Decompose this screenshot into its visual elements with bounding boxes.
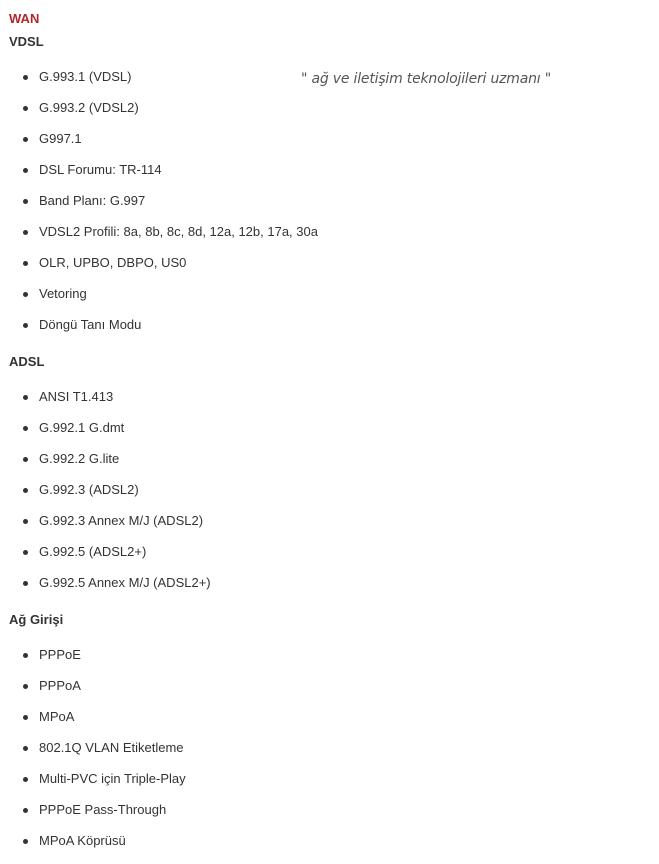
wan-title: WAN [9,11,40,26]
bullet-icon [23,395,28,400]
list-item-text: 802.1Q VLAN Etiketleme [39,740,184,755]
vdsl-heading: VDSL [9,34,44,49]
list-item-text: OLR, UPBO, DBPO, US0 [39,255,187,270]
tagline: " ağ ve iletişim teknolojileri uzmanı " [301,71,551,87]
adsl-list [0,389,211,606]
list-item [0,193,318,224]
list-item-text: VDSL2 Profili: 8a, 8b, 8c, 8d, 12a, 12b, 17a, 30a [39,224,318,239]
list-item-text: G.992.2 G.lite [39,451,120,466]
bullet-icon [23,488,28,493]
list-item-text: PPPoE [39,647,81,662]
list-item-text: Döngü Tanı Modu [39,317,142,332]
bullet-icon [23,230,28,235]
list-item [0,224,318,255]
bullet-icon [23,653,28,658]
bullet-icon [23,199,28,204]
bullet-icon [23,777,28,782]
bullet-icon [23,550,28,555]
list-item-text: G997.1 [39,131,82,146]
list-item [0,69,318,100]
bullet-icon [23,746,28,751]
bullet-icon [23,261,28,266]
network-list [0,647,186,864]
list-item-text: MPoA [39,709,75,724]
bullet-icon [23,426,28,431]
bullet-icon [23,323,28,328]
list-item [0,482,211,513]
list-item-text: Vetoring [39,286,87,301]
list-item [0,833,186,864]
list-item [0,678,186,709]
list-item [0,544,211,575]
list-item-text: G.992.1 G.dmt [39,420,125,435]
bullet-icon [23,75,28,80]
bullet-icon [23,581,28,586]
bullet-icon [23,519,28,524]
list-item-text: PPPoA [39,678,81,693]
bullet-icon [23,715,28,720]
bullet-icon [23,684,28,689]
bullet-icon [23,839,28,844]
bullet-icon [23,106,28,111]
list-item [0,255,318,286]
list-item-text: Multi-PVC için Triple-Play [39,771,186,786]
list-item [0,451,211,482]
list-item-text: G.993.2 (VDSL2) [39,100,139,115]
adsl-heading: ADSL [9,354,45,369]
list-item-text: G.992.3 Annex M/J (ADSL2) [39,513,204,528]
list-item [0,100,318,131]
list-item-text: G.992.3 (ADSL2) [39,482,139,497]
list-item [0,389,211,420]
network-heading: Ağ Girişi [9,612,64,627]
list-item [0,575,211,606]
bullet-icon [23,137,28,142]
list-item-text: PPPoE Pass-Through [39,802,167,817]
list-item [0,709,186,740]
list-item-text: G.992.5 Annex M/J (ADSL2+) [39,575,211,590]
list-item [0,286,318,317]
vdsl-list [0,69,318,348]
list-item [0,131,318,162]
list-item-text: G.993.1 (VDSL) [39,69,132,84]
list-item-text: MPoA Köprüsü [39,833,126,848]
list-item [0,647,186,678]
list-item-text: DSL Forumu: TR-114 [39,162,162,177]
list-item [0,420,211,451]
bullet-icon [23,457,28,462]
list-item [0,317,318,348]
bullet-icon [23,292,28,297]
list-item-text: G.992.5 (ADSL2+) [39,544,147,559]
list-item-text: ANSI T1.413 [39,389,114,404]
list-item [0,162,318,193]
list-item-text: Band Planı: G.997 [39,193,146,208]
list-item [0,740,186,771]
list-item [0,771,186,802]
bullet-icon [23,168,28,173]
list-item [0,513,211,544]
list-item [0,802,186,833]
bullet-icon [23,808,28,813]
